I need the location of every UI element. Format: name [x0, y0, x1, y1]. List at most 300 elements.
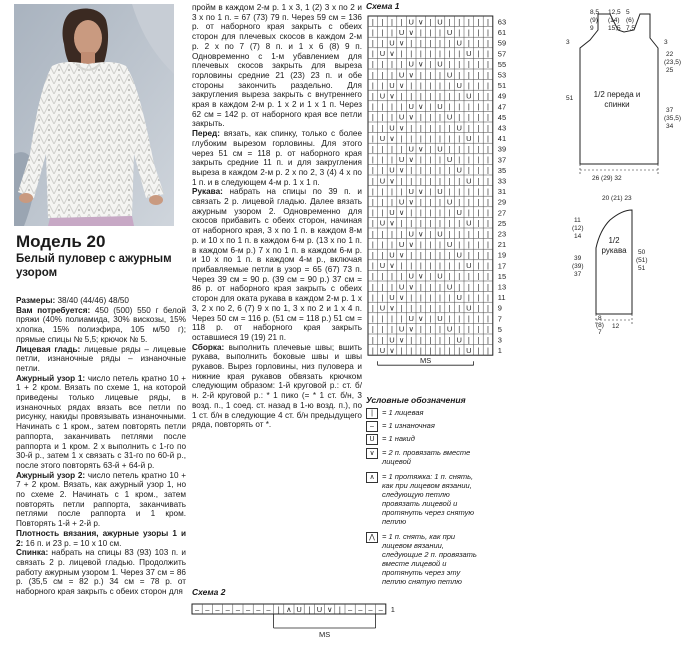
- chart1-stitch-symbol: U: [446, 70, 453, 80]
- sleeve-right-2: (51): [636, 257, 648, 264]
- chart1-stitch-symbol: U: [398, 324, 405, 334]
- chart1-stitch-symbol: |: [391, 324, 393, 334]
- bottom-meas: 26 (29) 32: [592, 175, 622, 182]
- chart1-stitch-symbol: U: [379, 49, 386, 59]
- sleeve-schematic-label: 1/2 рукава: [601, 236, 627, 255]
- chart2-ms-label: MS: [318, 630, 331, 639]
- chart1-stitch-symbol: |: [487, 59, 489, 69]
- chart1-stitch-symbol: |: [458, 345, 461, 355]
- chart1-stitch-symbol: U: [437, 59, 443, 69]
- lace2-text: число петель кратно 10 + 7 + 2 кром. Вязать, как ажурный узор 1, но по схеме 2. Начинать с 1 кром., затем повторять петли раппорта, заканчивать петлями после раппорта и 1 кром. Повторять 1-й + 2-й р.: [16, 470, 186, 529]
- chart1-stitch-symbol: |: [419, 261, 422, 271]
- chart1-stitch-symbol: U: [389, 165, 395, 175]
- model-title: Модель 20: [16, 232, 106, 251]
- chart1-stitch-symbol: |: [487, 27, 489, 37]
- chart1-stitch-symbol: |: [487, 176, 489, 186]
- chart1-stitch-symbol: |: [467, 102, 470, 112]
- chart1-stitch-symbol: |: [419, 49, 422, 59]
- legend-text: = 2 п. провязать вместе лицевой: [382, 448, 471, 466]
- left-body-meas: 51: [566, 95, 574, 102]
- chart1-stitch-symbol: |: [419, 176, 422, 186]
- chart1-row-number: 51: [497, 81, 507, 91]
- assembly-text: выполнить плечевые швы; вшить рукава, выполнить боковые швы и швы рукавов. Вырез горловины, низ пуловера и нижние края рукавов обвязать крючком следующим образом: 1-й круговой р.: ст. б/н. 2-й круговой р.: * 1 пико (= * 1 ст. б/н, 3 возд. п., 1 соед. ст. назад в 1-ю возд. п.), по 1 ст. б/н в следующие 4 ст. б/н предыдущего ряда, повторять от *.: [192, 342, 362, 430]
- chart1-stitch-symbol: |: [429, 38, 432, 48]
- chart2-stitch-symbol: ∨: [326, 605, 333, 614]
- sleeve-left-b1: 39: [574, 255, 582, 262]
- chart1-stitch-symbol: |: [371, 324, 374, 334]
- chart1-stitch-symbol: |: [429, 218, 432, 228]
- chart2-stitch-symbol: –: [378, 605, 383, 614]
- sleeve-left-b3: 37: [574, 271, 582, 278]
- chart1-stitch-symbol: |: [458, 155, 461, 165]
- chart1-stitch-symbol: |: [400, 176, 403, 186]
- chart1-stitch-symbol: |: [429, 208, 432, 218]
- chart1-stitch-symbol: |: [439, 324, 441, 334]
- chart1-stitch-symbol: |: [467, 239, 470, 249]
- chart1-stitch-symbol: |: [487, 324, 489, 334]
- chart1-stitch-symbol: |: [371, 27, 374, 37]
- chart1-stitch-symbol: |: [477, 165, 480, 175]
- chart1-stitch-symbol: |: [391, 186, 393, 196]
- chart1-stitch-symbol: ∨: [418, 229, 424, 239]
- chart1-stitch-symbol: |: [439, 91, 441, 101]
- chart1-stitch-symbol: U: [456, 208, 462, 218]
- legend-item: [366, 448, 484, 466]
- front-paragraph: [192, 129, 362, 187]
- instructions-column-2: [192, 3, 362, 471]
- chart1-stitch-symbol: |: [439, 292, 441, 302]
- chart1-stitch-symbol: |: [439, 123, 441, 133]
- chart1-stitch-symbol: |: [381, 239, 384, 249]
- chart1-stitch-symbol: ∨: [398, 292, 405, 302]
- sleeves-label: Рукава:: [192, 187, 223, 197]
- chart1-row-number: 27: [497, 208, 507, 218]
- chart1-row-number: 11: [497, 293, 506, 303]
- chart1-label: Схема 1: [366, 1, 400, 11]
- chart1-stitch-symbol: |: [400, 102, 403, 112]
- chart1-stitch-symbol: |: [448, 49, 451, 59]
- chart1-stitch-symbol: ∨: [398, 250, 405, 260]
- chart1-stitch-symbol: |: [467, 80, 470, 90]
- chart1-stitch-symbol: |: [439, 335, 441, 345]
- chart1-stitch-symbol: |: [429, 324, 432, 334]
- chart1-stitch-symbol: |: [448, 303, 451, 313]
- chart1-stitch-symbol: U: [437, 144, 443, 154]
- chart1-stitch-symbol: U: [408, 59, 414, 69]
- chart1-row-number: 57: [497, 49, 507, 59]
- chart1-stitch-symbol: |: [487, 229, 489, 239]
- chart1-stitch-symbol: |: [429, 112, 432, 122]
- chart1-row-number: 29: [497, 197, 507, 207]
- chart1-stitch-symbol: |: [429, 176, 432, 186]
- chart1-stitch-symbol: U: [446, 282, 453, 292]
- chart1-stitch-symbol: ∨: [408, 70, 414, 80]
- chart1-stitch-symbol: ∨: [418, 17, 424, 27]
- chart1-stitch-symbol: |: [458, 197, 461, 207]
- chart1-stitch-symbol: |: [410, 176, 413, 186]
- chart1-stitch-symbol: |: [371, 91, 374, 101]
- chart1-stitch-symbol: |: [371, 144, 374, 154]
- sleeve-bottom-sub: (8): [596, 322, 604, 329]
- chart1-stitch-symbol: |: [487, 292, 489, 302]
- chart1-stitch-symbol: |: [467, 112, 470, 122]
- chart1-stitch-symbol: |: [429, 335, 432, 345]
- materials-label: Вам потребуется:: [16, 305, 91, 315]
- chart1-stitch-symbol: U: [466, 303, 472, 313]
- chart1-stitch-symbol: ∨: [389, 345, 395, 355]
- chart1-stitch-symbol: |: [448, 186, 451, 196]
- chart1-stitch-symbol: |: [487, 335, 489, 345]
- chart1-stitch-symbol: |: [439, 176, 441, 186]
- chart1-stitch-symbol: U: [456, 335, 462, 345]
- chart2-stitch-symbol: |: [338, 605, 341, 614]
- chart1-stitch-symbol: |: [391, 229, 393, 239]
- instructions-column-1: [16, 296, 186, 648]
- chart1-stitch-symbol: |: [487, 208, 489, 218]
- legend-text: = 1 п. снять, как при лицевом вязании, следующие 2 п. провязать вместе лицевой и протянуть через эту петлю снятую петлю: [382, 532, 477, 586]
- chart1-stitch-symbol: U: [389, 335, 395, 345]
- chart1-stitch-symbol: U: [456, 165, 462, 175]
- top-meas-6: (6): [626, 17, 634, 24]
- chart1-stitch-symbol: |: [429, 102, 432, 112]
- chart1-stitch-symbol: |: [429, 292, 432, 302]
- sleeve-bottom-sub2: 7: [598, 329, 602, 336]
- chart1-stitch-symbol: |: [371, 38, 374, 48]
- chart1-row-number: 33: [497, 176, 507, 186]
- chart1-stitch-symbol: |: [371, 59, 374, 69]
- chart1-stitch-symbol: |: [477, 91, 480, 101]
- top-meas-9: 7,5: [626, 25, 636, 32]
- chart1-stitch-symbol: |: [391, 17, 393, 27]
- chart1-stitch-symbol: |: [391, 70, 393, 80]
- lace2-paragraph: [16, 471, 186, 529]
- chart1-stitch-symbol: |: [419, 112, 422, 122]
- chart1-stitch-symbol: |: [477, 155, 480, 165]
- chart1-stitch-symbol: |: [458, 314, 461, 324]
- chart1-stitch-symbol: ∨: [418, 314, 424, 324]
- chart1-stitch-symbol: |: [477, 335, 480, 345]
- garter-text: лицевые ряды – лицевые петли, изнаночные ряды – изнаночные петли.: [16, 344, 186, 373]
- chart1-stitch-symbol: |: [371, 112, 374, 122]
- chart1-stitch-symbol: U: [408, 271, 414, 281]
- chart1-stitch-symbol: |: [429, 271, 432, 281]
- back-paragraph: [16, 548, 186, 597]
- legend-text: = 1 протяжка: 1 п. снять, как при лицевом вязании, следующую петлю провязать лицевой и протянуть через снятую петлю: [382, 472, 475, 526]
- chart1-stitch-symbol: |: [448, 38, 451, 48]
- top-meas-4: (9): [590, 17, 598, 24]
- chart1-stitch-symbol: |: [487, 218, 489, 228]
- chart1-stitch-symbol: |: [477, 123, 480, 133]
- chart1-stitch-symbol: U: [408, 229, 414, 239]
- legend-symbol: ∨: [366, 448, 378, 459]
- chart1-stitch-symbol: ∨: [398, 80, 405, 90]
- chart1-stitch-symbol: |: [467, 38, 470, 48]
- chart1-stitch-symbol: |: [477, 186, 480, 196]
- chart1-stitch-symbol: U: [379, 303, 386, 313]
- chart2-stitch-symbol: |: [277, 605, 280, 614]
- chart1-stitch-symbol: U: [456, 250, 462, 260]
- chart1-stitch-symbol: U: [446, 324, 453, 334]
- chart1-stitch-symbol: |: [467, 282, 470, 292]
- body-schematic: [560, 4, 696, 182]
- chart1-stitch-symbol: |: [381, 292, 384, 302]
- chart1-stitch-symbol: |: [371, 102, 374, 112]
- chart1-stitch-symbol: U: [466, 176, 472, 186]
- chart2-label: Схема 2: [192, 587, 226, 597]
- chart1-stitch-symbol: U: [389, 80, 395, 90]
- back-label: Спинка:: [16, 548, 49, 558]
- chart1-stitch-symbol: ∨: [389, 218, 395, 228]
- chart1-stitch-symbol: |: [381, 314, 384, 324]
- chart1-stitch-symbol: |: [410, 123, 413, 133]
- chart1-stitch-symbol: |: [400, 271, 403, 281]
- chart1-stitch-symbol: |: [439, 345, 441, 355]
- chart1-stitch-symbol: |: [410, 261, 413, 271]
- chart1-stitch-symbol: |: [477, 59, 480, 69]
- chart1-stitch-symbol: |: [381, 324, 384, 334]
- chart1-stitch-symbol: |: [467, 208, 470, 218]
- chart1-stitch-symbol: U: [408, 186, 414, 196]
- sizes-label: Размеры:: [16, 296, 56, 305]
- chart1-stitch-symbol: |: [371, 155, 374, 165]
- chart1-stitch-symbol: |: [487, 112, 489, 122]
- sleeve-right-1: 50: [638, 249, 646, 256]
- legend-symbol: |: [366, 408, 378, 419]
- chart1-stitch-symbol: |: [439, 218, 441, 228]
- chart1-stitch-symbol: |: [429, 282, 432, 292]
- chart1-stitch-symbol: |: [458, 59, 461, 69]
- chart1-stitch-symbol: |: [458, 17, 461, 27]
- chart1-stitch-symbol: U: [408, 314, 414, 324]
- top-meas-5: (14): [608, 17, 620, 24]
- chart1-stitch-symbol: |: [487, 91, 489, 101]
- chart1-stitch-symbol: |: [458, 91, 461, 101]
- chart1-stitch-symbol: |: [477, 314, 480, 324]
- chart1-stitch-symbol: U: [398, 27, 405, 37]
- chart1-row-number: 37: [497, 155, 507, 165]
- chart1-stitch-symbol: |: [381, 197, 384, 207]
- chart1-stitch-symbol: |: [400, 229, 403, 239]
- chart1-stitch-symbol: |: [419, 208, 422, 218]
- chart1-stitch-symbol: |: [448, 133, 451, 143]
- chart1-stitch-symbol: ∨: [418, 186, 424, 196]
- chart1-stitch-symbol: |: [371, 229, 374, 239]
- chart1-stitch-symbol: ∨: [408, 282, 414, 292]
- chart1-stitch-symbol: |: [429, 91, 432, 101]
- chart1-stitch-symbol: |: [458, 70, 461, 80]
- chart1-stitch-symbol: |: [371, 133, 374, 143]
- chart1-stitch-symbol: U: [437, 271, 443, 281]
- chart1-stitch-symbol: |: [477, 38, 480, 48]
- chart1-grid: [364, 12, 507, 382]
- chart1-stitch-symbol: |: [429, 165, 432, 175]
- chart1-stitch-symbol: |: [448, 176, 451, 186]
- chart1-stitch-symbol: U: [379, 91, 386, 101]
- chart1-stitch-symbol: |: [439, 133, 441, 143]
- chart1-stitch-symbol: ∨: [398, 123, 405, 133]
- chart1-stitch-symbol: |: [439, 165, 441, 175]
- model-subtitle: Белый пуловер с ажурным узором: [16, 253, 172, 279]
- chart1-stitch-symbol: |: [371, 186, 374, 196]
- chart1-stitch-symbol: |: [419, 303, 422, 313]
- chart1-stitch-symbol: U: [398, 282, 405, 292]
- chart1-stitch-symbol: |: [391, 271, 393, 281]
- chart1-stitch-symbol: |: [467, 17, 470, 27]
- chart1-stitch-symbol: |: [477, 261, 480, 271]
- chart1-stitch-symbol: |: [439, 38, 441, 48]
- chart1-stitch-symbol: U: [398, 112, 405, 122]
- chart1-stitch-symbol: U: [466, 345, 472, 355]
- chart1-stitch-symbol: |: [477, 282, 480, 292]
- chart1-stitch-symbol: |: [410, 38, 413, 48]
- chart1-stitch-symbol: |: [448, 165, 451, 175]
- chart1-stitch-symbol: |: [391, 314, 393, 324]
- chart1-stitch-symbol: U: [408, 102, 414, 112]
- right-meas-a2: (23,5): [664, 59, 681, 66]
- chart1-stitch-symbol: |: [400, 261, 403, 271]
- chart1-stitch-symbol: |: [371, 335, 374, 345]
- chart1-stitch-symbol: U: [456, 38, 462, 48]
- lace2-label: Ажурный узор 2:: [16, 470, 86, 480]
- chart1-stitch-symbol: |: [487, 271, 489, 281]
- chart1-stitch-symbol: |: [487, 123, 489, 133]
- chart1-stitch-symbol: |: [391, 27, 393, 37]
- chart1-stitch-symbol: |: [448, 144, 451, 154]
- chart1-stitch-symbol: |: [371, 123, 374, 133]
- chart2-stitch-symbol: –: [256, 605, 261, 614]
- chart1-stitch-symbol: |: [419, 133, 422, 143]
- chart1-stitch-symbol: ∨: [418, 271, 424, 281]
- chart1-stitch-symbol: |: [400, 314, 403, 324]
- chart1-stitch-symbol: |: [429, 186, 432, 196]
- chart1-stitch-symbol: |: [487, 345, 489, 355]
- top-meas-8: 15,5: [608, 25, 621, 32]
- chart2-stitch-symbol: –: [358, 605, 363, 614]
- chart1-row-number: 53: [497, 70, 507, 80]
- chart1-stitch-symbol: |: [391, 197, 393, 207]
- chart1-stitch-symbol: U: [437, 314, 443, 324]
- chart1-stitch-symbol: U: [398, 239, 405, 249]
- chart1-stitch-symbol: |: [410, 218, 413, 228]
- chart1-stitch-symbol: |: [381, 282, 384, 292]
- chart1-stitch-symbol: ∨: [398, 335, 405, 345]
- chart1-stitch-symbol: |: [477, 239, 480, 249]
- body-schematic-label: 1/2 переда и спинки: [593, 90, 641, 109]
- lace1-text: число петель кратно 10 + 1 + 2 кром. Вязать по схеме 1, на которой приведены только лицевые ряды, в изнаночных рядах вязать все петли по рисунку, накиды провязывать изнаночными. Начинать с 1 кром., затем повторять петли раппорта, заканчивать петлями после раппорта и 1 кром. 2 х выполнить с 1-го по 30-й р., затем 1 х связать с 31-го по 60-й р., после этого повторять 63-й + 64-й р.: [16, 373, 186, 470]
- chart2-stitch-symbol: –: [266, 605, 271, 614]
- chart1-stitch-symbol: |: [448, 208, 451, 218]
- chart1-row-number: 9: [497, 303, 502, 313]
- chart1-stitch-symbol: |: [458, 239, 461, 249]
- chart1-stitch-symbol: |: [371, 303, 374, 313]
- chart1-stitch-symbol: |: [381, 165, 384, 175]
- chart1-stitch-symbol: ∨: [408, 239, 414, 249]
- chart1-stitch-symbol: |: [467, 292, 470, 302]
- chart1-stitch-symbol: |: [429, 17, 432, 27]
- chart1-stitch-symbol: |: [487, 239, 489, 249]
- chart1-stitch-symbol: |: [439, 208, 441, 218]
- chart1-stitch-symbol: |: [467, 59, 470, 69]
- chart1-stitch-symbol: |: [467, 70, 470, 80]
- top-meas-3: 5: [626, 9, 630, 16]
- chart1-stitch-symbol: |: [448, 80, 451, 90]
- chart1-stitch-symbol: |: [467, 271, 470, 281]
- chart1-row-number: 7: [497, 314, 502, 324]
- chart1-stitch-symbol: ∨: [418, 59, 424, 69]
- legend-symbol: ⋀: [366, 532, 378, 543]
- sleeves-paragraph: [192, 187, 362, 342]
- chart1-row-number: 43: [497, 123, 507, 133]
- chart1-stitch-symbol: |: [381, 59, 384, 69]
- chart1-stitch-symbol: |: [391, 112, 393, 122]
- chart1-stitch-symbol: |: [371, 282, 374, 292]
- sleeve-right-3: 51: [638, 265, 646, 272]
- chart1-stitch-symbol: |: [429, 250, 432, 260]
- chart1-stitch-symbol: |: [371, 345, 374, 355]
- chart1-stitch-symbol: |: [381, 112, 384, 122]
- chart1-stitch-symbol: |: [381, 27, 384, 37]
- chart1-stitch-symbol: |: [419, 197, 422, 207]
- chart1-stitch-symbol: |: [439, 303, 441, 313]
- chart1-stitch-symbol: |: [477, 102, 480, 112]
- chart1-stitch-symbol: U: [389, 292, 395, 302]
- chart1-stitch-symbol: |: [487, 165, 489, 175]
- chart1-stitch-symbol: U: [456, 123, 462, 133]
- chart1-stitch-symbol: |: [458, 324, 461, 334]
- chart2-stitch-symbol: –: [225, 605, 230, 614]
- chart1-stitch-symbol: |: [467, 155, 470, 165]
- chart1-stitch-symbol: |: [410, 335, 413, 345]
- chart1-stitch-symbol: ∨: [418, 102, 424, 112]
- chart1-stitch-symbol: |: [371, 176, 374, 186]
- top-meas-1: 8,5: [590, 9, 600, 16]
- chart1-row-number: 1: [497, 346, 502, 356]
- chart2-stitch-symbol: –: [246, 605, 251, 614]
- chart1-stitch-symbol: |: [448, 335, 451, 345]
- chart1-stitch-symbol: |: [477, 271, 480, 281]
- chart1-stitch-symbol: |: [381, 271, 384, 281]
- chart1-stitch-symbol: |: [381, 80, 384, 90]
- chart1-stitch-symbol: |: [429, 59, 432, 69]
- chart1-stitch-symbol: |: [419, 239, 422, 249]
- chart1-stitch-symbol: |: [448, 59, 451, 69]
- chart1-stitch-symbol: |: [467, 186, 470, 196]
- chart1-stitch-symbol: |: [439, 155, 441, 165]
- chart1-stitch-symbol: |: [439, 112, 441, 122]
- right-meas-b2: (35,5): [664, 115, 681, 122]
- chart1-stitch-symbol: |: [419, 91, 422, 101]
- chart1-stitch-symbol: U: [466, 261, 472, 271]
- chart1-stitch-symbol: |: [410, 133, 413, 143]
- chart1-row-number: 25: [497, 218, 507, 228]
- chart1-stitch-symbol: ∨: [389, 176, 395, 186]
- chart1-row-number: 47: [497, 102, 507, 112]
- chart1-stitch-symbol: |: [448, 292, 451, 302]
- chart1-stitch-symbol: |: [477, 303, 480, 313]
- chart1-stitch-symbol: U: [466, 49, 472, 59]
- legend-item: [366, 532, 484, 586]
- chart1-stitch-symbol: |: [371, 165, 374, 175]
- legend-symbol: –: [366, 421, 378, 432]
- chart1-stitch-symbol: U: [379, 176, 386, 186]
- chart1-stitch-symbol: |: [477, 208, 480, 218]
- chart2-stitch-symbol: ∧: [286, 605, 292, 614]
- right-meas-b3: 34: [666, 123, 674, 130]
- model-photo: [14, 4, 174, 226]
- chart1-stitch-symbol: |: [381, 17, 384, 27]
- chart1-stitch-symbol: |: [429, 229, 432, 239]
- chart1-stitch-symbol: |: [429, 123, 432, 133]
